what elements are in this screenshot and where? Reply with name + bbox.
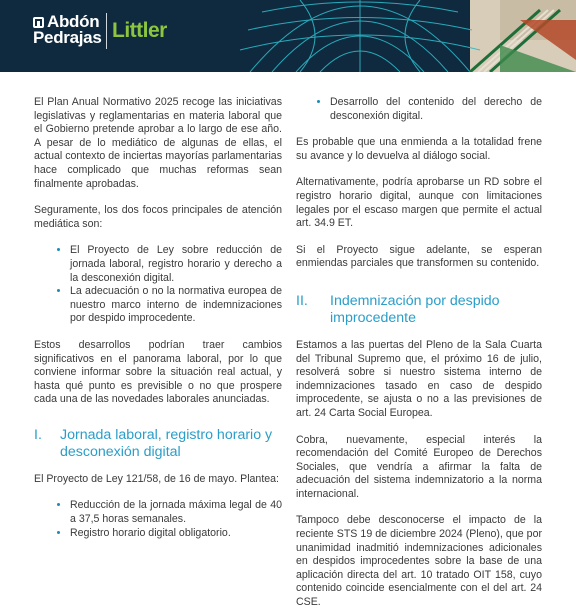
section-heading-2: II. Indemnización por despido improcedente (296, 292, 500, 326)
right-column (296, 96, 542, 610)
left-column (34, 96, 282, 540)
ap-logo-mark-icon (33, 17, 44, 28)
focus-paragraph: Seguramente, los dos focos principales de atención mediática son: (34, 204, 282, 230)
list-item: • Desarrollo del contenido del derecho de desconexión digital. (330, 96, 542, 123)
section-heading-1: I. Jornada laboral, registro horario y desconexión digital (34, 426, 273, 460)
list-item: • El Proyecto de Ley sobre reducción de jornada laboral, registro horario y derecho a la desconexión digital. (70, 244, 282, 285)
continued-list (296, 96, 542, 123)
logo-divider (106, 13, 107, 49)
intro-paragraph: El Plan Anual Normativo 2025 recoge las iniciativas legislativas y reglamentarias en materia laboral que el Gobierno pretende aprobar a lo largo de ese año. A pesar de lo mediático de algunas de ellas, el actual contexto de inciertas mayorías parlamentarias hace complicado que muchas reformas sean finalmente aprobadas. (34, 96, 282, 190)
focus-list (34, 244, 282, 326)
abdon-pedrajas-logo: Abdón Pedrajas (33, 12, 102, 47)
supreme-court-paragraph: Estamos a las puertas del Pleno de la Sala Cuarta del Tribunal Supremo que, el próximo 16 de julio, resolverá sobre si nuestro sistema interno de indemnizaciones tasado en caso de despido improcedente, se ajusta o no a las previsiones de art. 24 Carta Social Europea. (296, 338, 542, 419)
sts-paragraph: Tampoco debe desconocerse el impacto de la reciente STS 19 de diciembre 2024 (Pleno), que por unanimidad inadmitió indemnizaciones adicionales en despidos improcedentes sobre la base de una aplicación directa del art. 10 tratado OIT 158, cuyo contenido coincide esencialmente con el del art. 24 CSE. (296, 514, 542, 609)
list-item: • Reducción de la jornada máxima legal de 40 a 37,5 horas semanales. (70, 499, 282, 526)
littler-logo: Littler (112, 19, 167, 42)
list-item: • La adecuación o no la normativa europea de nuestro marco interno de indemnizaciones por despido improcedente. (70, 285, 282, 326)
amendment-paragraph: Es probable que una enmienda a la totalidad frene su avance y lo devuelva al diálogo social. (296, 136, 542, 162)
committee-paragraph: Cobra, nuevamente, especial interés la recomendación del Comité Europeo de Derechos Sociales, que vendría a afirmar la falta de adecuación del sistema indemnizatorio a la norma internacional. (296, 433, 542, 500)
partial-amendments-paragraph: Si el Proyecto sigue adelante, se esperan enmiendas parciales que transformen su contenido. (296, 243, 542, 270)
list-item: • Registro horario digital obligatorio. (70, 527, 282, 541)
rd-paragraph: Alternativamente, podría aprobarse un RD sobre el registro horario digital, aunque con limitaciones legales por el escaso margen que permite el actual art. 34.9 ET. (296, 176, 542, 230)
bill-paragraph: El Proyecto de Ley 121/58, de 16 de mayo. Plantea: (34, 472, 279, 485)
header-banner (0, 0, 576, 72)
bill-list (34, 499, 282, 540)
developments-paragraph: Estos desarrollos podrían traer cambios significativos en el panorama laboral, por lo que conviene informar sobre la situación real actual, y hasta qué punto es previsible o no que prospere cada una de las novedades laborales anunciadas. (34, 338, 282, 406)
